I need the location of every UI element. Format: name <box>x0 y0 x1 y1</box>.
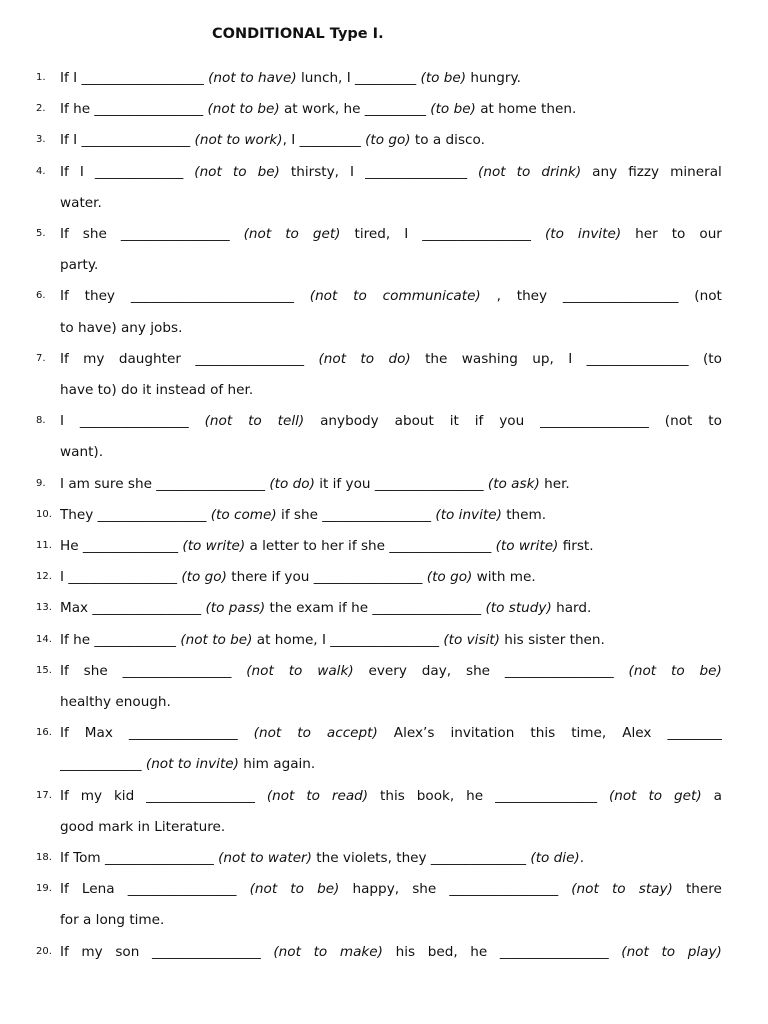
exercise-line: He ______________ (to write) a letter to her if she _______________ (to write) first. <box>60 538 594 554</box>
item-number: 4. <box>36 165 46 177</box>
item-number: 14. <box>36 633 52 645</box>
exercise-line: If I _____________ (not to be) thirsty, I _______________ (not to drink) any fizzy mineral <box>60 163 722 180</box>
exercise-line: If my son ________________ (not to make) his bed, he ________________ (not to play) <box>60 943 722 960</box>
item-number: 7. <box>36 352 46 364</box>
item-number: 18. <box>36 852 52 863</box>
exercise-line: I ________________ (to go) there if you ________________ (to go) with me. <box>60 569 536 586</box>
item-number: 17. <box>36 789 52 801</box>
exercise-line: for a long time. <box>60 912 165 929</box>
exercise-line: If he ________________ (not to be) at work, he _________ (to be) at home then. <box>60 101 577 118</box>
item-number: 19. <box>36 883 52 895</box>
item-number: 15. <box>36 664 52 676</box>
item-number: 11. <box>36 540 52 551</box>
item-number: 13. <box>36 602 52 614</box>
exercise-line: have to) do it instead of her. <box>60 381 254 398</box>
exercise-line: If I ________________ (not to work), I _________ (to go) to a disco. <box>60 132 485 149</box>
exercise-line: If Tom ________________ (not to water) the violets, they ______________ (to die). <box>60 850 585 866</box>
exercise-line: healthy enough. <box>60 693 171 710</box>
exercise-line: ____________ (not to invite) him again. <box>60 756 316 773</box>
exercise-line: want). <box>60 444 104 461</box>
item-number: 1. <box>36 72 46 83</box>
item-number: 8. <box>36 415 46 427</box>
item-number: 10. <box>36 508 52 520</box>
exercise-line: If my kid ________________ (not to read) this book, he _______________ (not to get) a <box>60 787 722 804</box>
item-number: 16. <box>36 727 52 739</box>
exercise-line: to have) any jobs. <box>60 319 183 336</box>
item-number: 20. <box>36 945 52 957</box>
page-title: CONDITIONAL Type I. <box>212 26 384 42</box>
exercise-line: If my daughter ________________ (not to do) the washing up, I _______________ (to <box>60 350 722 367</box>
item-number: 5. <box>36 228 46 239</box>
exercise-line: I ________________ (not to tell) anybody about it if you ________________ (not to <box>60 413 722 430</box>
exercise-line: I am sure she ________________ (to do) it if you ________________ (to ask) her. <box>60 475 570 492</box>
exercise-line: If he ____________ (not to be) at home, I ________________ (to visit) his sister then. <box>60 631 605 648</box>
exercise-line: Max ________________ (to pass) the exam if he ________________ (to study) hard. <box>60 600 592 617</box>
exercise-line: If they ________________________ (not to communicate) , they _________________ (not <box>60 288 722 305</box>
item-number: 2. <box>36 103 46 115</box>
exercise-line: good mark in Literature. <box>60 818 226 835</box>
exercise-line: party. <box>60 257 99 274</box>
exercise-line: If Lena ________________ (not to be) happy, she ________________ (not to stay) there <box>60 881 722 898</box>
exercise-line: If she ________________ (not to walk) every day, she ________________ (not to be) <box>60 662 722 679</box>
exercise-line: water. <box>60 194 102 211</box>
exercise-line: If I __________________ (not to have) lunch, I _________ (to be) hungry. <box>60 70 521 86</box>
item-number: 3. <box>36 134 46 146</box>
item-number: 9. <box>36 477 46 489</box>
exercise-line: If she ________________ (not to get) tired, I ________________ (to invite) her to our <box>60 226 722 242</box>
item-number: 6. <box>36 290 46 302</box>
exercise-line: They ________________ (to come) if she ________________ (to invite) them. <box>60 506 547 523</box>
item-number: 12. <box>36 571 52 583</box>
exercise-line: If Max ________________ (not to accept) Alex’s invitation this time, Alex ________ <box>60 725 722 742</box>
